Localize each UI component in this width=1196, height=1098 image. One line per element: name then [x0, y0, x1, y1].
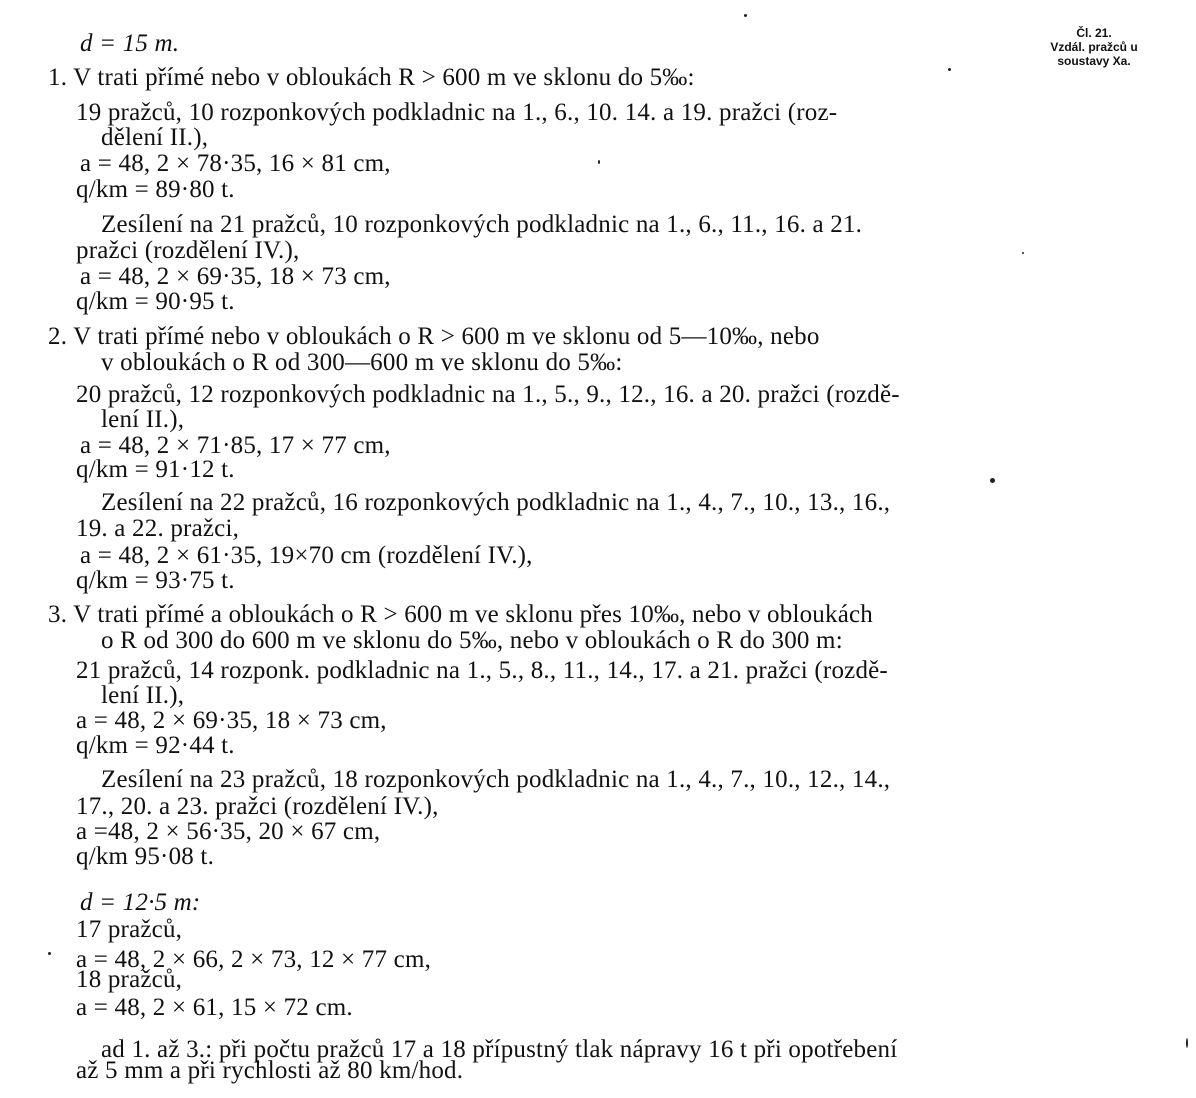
item-3-heading: 3. V trati přímé a obloukách o R > 600 m ve sklonu přes 10‰, nebo v obloukách [48, 601, 873, 628]
section-heading-d15: d = 15 m. [80, 30, 180, 57]
scan-speck [48, 952, 51, 955]
item-3-formula: q/km = 92·44 t. [76, 732, 235, 759]
item-2-formula: a = 48, 2 × 71·85, 17 × 77 cm, [80, 432, 391, 459]
margin-note-title: Vzdál. pražců u [1050, 40, 1138, 54]
d125-formula: a = 48, 2 × 61, 15 × 72 cm. [76, 994, 353, 1021]
item-1-reinforcement: pražci (rozdělení IV.), [76, 237, 300, 264]
item-1-text: dělení II.), [101, 124, 209, 151]
scan-speck [1186, 1038, 1188, 1048]
item-3-reinforcement: Zesílení na 23 pražců, 18 rozponkových podkladnic na 1., 4., 7., 10., 12., 14., [101, 766, 891, 793]
footnote: ad 1. až 3.: při počtu pražců 17 a 18 přípustný tlak nápravy 16 t při opotřebení [101, 1036, 898, 1063]
footnote: až 5 mm a při rychlosti až 80 km/hod. [76, 1057, 464, 1084]
item-1-formula: a = 48, 2 × 69·35, 18 × 73 cm, [80, 263, 391, 290]
item-2-text: lení II.), [101, 406, 185, 433]
item-2-heading: v obloukách o R od 300—600 m ve sklonu do 5‰: [101, 349, 623, 376]
scan-speck [598, 160, 600, 164]
item-2-reinforcement: 19. a 22. pražci, [76, 515, 240, 542]
d125-formula: a = 48, 2 × 66, 2 × 73, 12 × 77 cm, [76, 946, 432, 973]
margin-note [1024, 26, 1164, 68]
item-1-formula: q/km = 89·80 t. [76, 176, 235, 203]
item-3-heading: o R od 300 do 600 m ve sklonu do 5‰, nebo v obloukách o R do 300 m: [101, 627, 843, 654]
item-1-text: 19 pražců, 10 rozponkových podkladnic na 1., 6., 10. 14. a 19. pražci (roz- [76, 99, 838, 126]
d125-text: 18 pražců, [76, 966, 183, 993]
item-3-formula: q/km 95·08 t. [76, 843, 215, 870]
scan-speck [1022, 252, 1024, 254]
section-heading-d125: d = 12·5 m: [80, 889, 201, 916]
item-1-formula: a = 48, 2 × 78·35, 16 × 81 cm, [80, 150, 391, 177]
item-1-reinforcement: Zesílení na 21 pražců, 10 rozponkových podkladnic na 1., 6., 11., 16. a 21. [101, 211, 863, 238]
item-2-text: 20 pražců, 12 rozponkových podkladnic na 1., 5., 9., 12., 16. a 20. pražci (rozdě- [76, 381, 900, 408]
scan-speck [744, 14, 747, 17]
item-1-formula: q/km = 90·95 t. [76, 288, 235, 315]
item-3-text: lení II.), [101, 682, 185, 709]
item-3-text: 21 pražců, 14 rozponk. podkladnic na 1., 5., 8., 11., 14., 17. a 21. pražci (rozdě- [76, 657, 888, 684]
item-3-reinforcement: 17., 20. a 23. pražci (rozdělení IV.), [76, 793, 439, 820]
scan-speck [948, 68, 951, 71]
item-3-formula: a = 48, 2 × 69·35, 18 × 73 cm, [76, 707, 387, 734]
item-2-heading: 2. V trati přímé nebo v obloukách o R > 600 m ve sklonu od 5—10‰, nebo [48, 323, 820, 350]
item-1-heading: 1. V trati přímé nebo v obloukách R > 600 m ve sklonu do 5‰: [48, 64, 695, 91]
margin-note-subtitle: soustavy Xa. [1057, 54, 1131, 68]
d125-text: 17 pražců, [76, 916, 183, 943]
item-2-formula: a = 48, 2 × 61·35, 19×70 cm (rozdělení IV.), [80, 542, 533, 569]
margin-note-article: Čl. 21. [1076, 26, 1112, 40]
item-3-formula: a =48, 2 × 56·35, 20 × 67 cm, [76, 818, 381, 845]
item-2-formula: q/km = 93·75 t. [76, 567, 235, 594]
item-2-formula: q/km = 91·12 t. [76, 456, 235, 483]
scan-speck [990, 478, 995, 483]
item-2-reinforcement: Zesílení na 22 pražců, 16 rozponkových podkladnic na 1., 4., 7., 10., 13., 16., [101, 489, 891, 516]
